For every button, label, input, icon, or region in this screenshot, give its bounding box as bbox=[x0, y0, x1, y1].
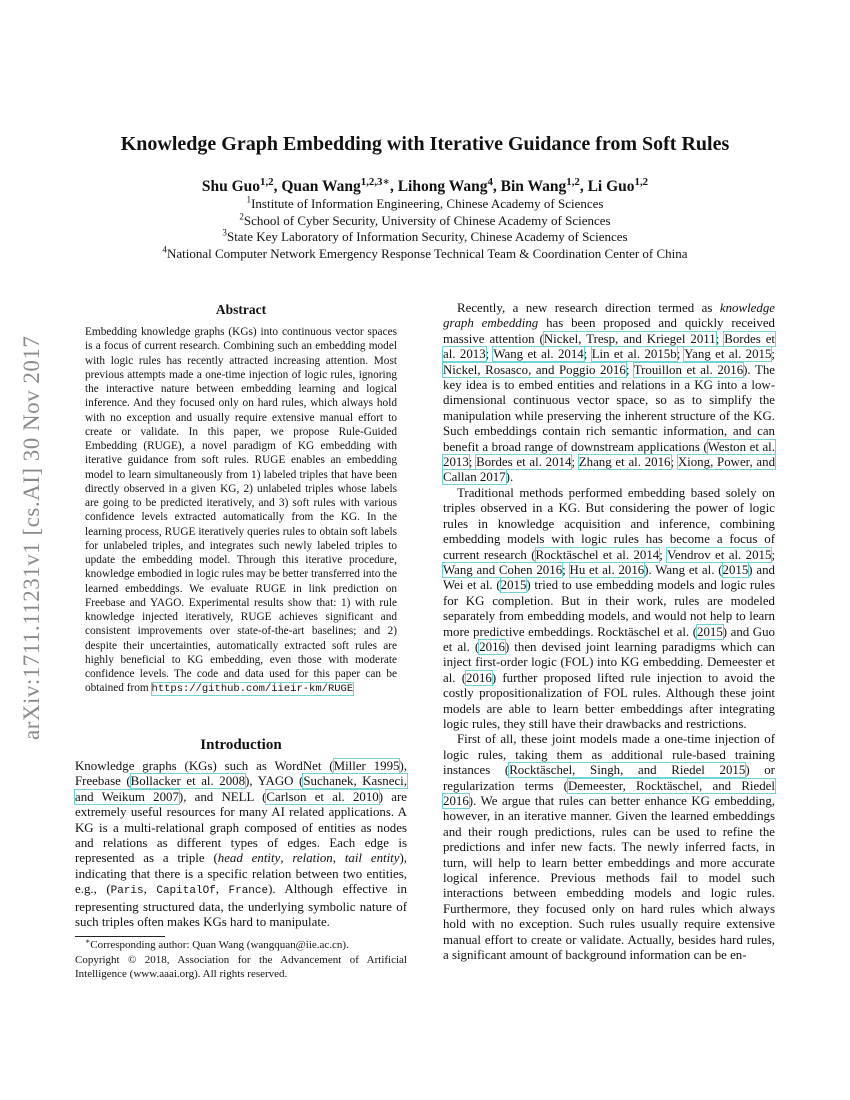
body-text: , bbox=[280, 851, 293, 866]
body-text: ; bbox=[625, 362, 634, 377]
author-affil-mark: 4 bbox=[487, 175, 493, 188]
body-text: ), and NELL ( bbox=[178, 789, 267, 804]
citation-link[interactable]: Wang and Cohen 2016 bbox=[443, 562, 563, 577]
body-text: ) are extremely useful resources for many AI related applications. A KG is a multi-relational graph composed of entities as nodes and relations as different types of edges. Each edge is represented as a triple ( bbox=[75, 789, 407, 866]
body-text: Traditional methods performed embedding based solely on triples observed in a KG. But considering the power of logic rules in knowledge acquisition and inference, combining embedding models with logic rules has become a focus of current research ( bbox=[443, 485, 775, 562]
affiliation-line bbox=[0, 229, 850, 246]
body-text: ) then devised joint learning paradigms which can inject first-order logic (FOL) into KG embedding. Demeester et al. ( bbox=[443, 639, 775, 685]
affiliation-mark: 4 bbox=[162, 244, 167, 255]
citation-link[interactable]: 2015 bbox=[697, 624, 723, 639]
emphasis-text: relation bbox=[292, 851, 333, 866]
body-text: ). Wang et al. ( bbox=[644, 562, 723, 577]
citation-link[interactable]: Lin et al. 2015b bbox=[591, 347, 677, 362]
citation-link[interactable]: Nickel, Rosasco, and Poggio 2016 bbox=[443, 362, 626, 377]
body-text: ). Although effective in representing structured data, the underlying symbolic nature of such triples often makes KGs hard to manipulate. bbox=[75, 882, 407, 930]
code-text: France bbox=[228, 885, 269, 898]
author-name: Li Guo bbox=[587, 178, 635, 195]
citation-link[interactable]: Carlson et al. 2010 bbox=[266, 789, 379, 804]
affiliation-mark: 3 bbox=[222, 227, 227, 238]
body-text: First of all, these joint models made a one-time injection of logic rules, taking them as additional rule-based training instances ( bbox=[443, 732, 775, 778]
body-text: ; bbox=[571, 455, 579, 470]
affiliation-mark: 1 bbox=[246, 194, 252, 205]
citation-link[interactable]: Demeester, Rocktäschel, and Riedel 2016 bbox=[443, 778, 775, 808]
author-affil-mark: 1,2,3∗ bbox=[360, 175, 390, 188]
affiliation-line bbox=[0, 246, 850, 263]
affiliation-text: State Key Laboratory of Information Security, Chinese Academy of Sciences bbox=[226, 229, 628, 244]
body-text: ; bbox=[771, 547, 776, 562]
body-text: ). We argue that rules can better enhance KG embedding, however, in an iterative manner. Given the learned embeddings and their rough predictions, rules can be used to refine the predictions and infer new facts. The newly inferred facts, in turn, will help to learn better embeddings and more accurate logical inference. Previous methods fail to model such interactions between embedding models and logic rules. Furthermore, they focused only on hard rules which always hold with no exception. Such rules usually require extensive manual effort to create or validate. Actually, besides hard rules, a significant amount of background information can be en- bbox=[443, 794, 775, 963]
body-text: ; bbox=[676, 347, 685, 362]
paragraph bbox=[443, 486, 775, 733]
citation-link[interactable]: Yang et al. 2015 bbox=[684, 347, 772, 362]
arxiv-stamp: arXiv:1711.11231v1 [cs.AI] 30 Nov 2017 bbox=[19, 335, 44, 740]
affiliation-line bbox=[0, 196, 850, 213]
code-text: CapitalOf bbox=[156, 885, 216, 898]
citation-link[interactable]: Zhang et al. 2016 bbox=[578, 455, 671, 470]
citation-link[interactable]: Weston et al. 2013 bbox=[443, 439, 775, 470]
citation-link[interactable]: Bollacker et al. 2008 bbox=[130, 774, 246, 789]
body-text: ) or regularization terms ( bbox=[443, 763, 775, 793]
body-text: ; bbox=[583, 347, 592, 362]
citation-link[interactable]: 2015 bbox=[722, 562, 749, 577]
abstract-heading: Abstract bbox=[215, 302, 267, 317]
body-text: , bbox=[143, 882, 157, 897]
citation-link[interactable]: Trouillon et al. 2016 bbox=[633, 362, 744, 377]
citation-link[interactable]: Hu et al. 2016 bbox=[569, 562, 645, 577]
citation-link[interactable]: Suchanek, Kasneci, and Weikum 2007 bbox=[75, 774, 407, 804]
body-text: ). bbox=[505, 470, 514, 485]
copyright-notice: Copyright © 2018, Association for the Advancement of Artificial Intelligence (www.aaai.org). All rights reserved. bbox=[75, 953, 407, 980]
code-text: Paris bbox=[110, 885, 144, 898]
paragraph bbox=[443, 301, 775, 486]
introduction-paragraph bbox=[75, 759, 407, 930]
body-text: , bbox=[332, 851, 345, 866]
body-text: ; bbox=[771, 347, 776, 362]
citation-link[interactable]: 2016 bbox=[466, 670, 492, 685]
introduction-text bbox=[75, 759, 407, 930]
citation-link[interactable]: Nickel, Tresp, and Kriegel 2011 bbox=[543, 331, 716, 346]
citation-link[interactable]: Rocktäschel, Singh, and Riedel 2015 bbox=[509, 763, 746, 778]
author-name: Lihong Wang bbox=[397, 178, 488, 195]
body-text: ) and Wei et al. ( bbox=[443, 562, 775, 593]
body-text: ) and Guo et al. ( bbox=[443, 624, 775, 654]
body-text: ; bbox=[562, 562, 570, 577]
body-text: , bbox=[215, 882, 229, 897]
body-text: Knowledge graphs (KGs) such as WordNet ( bbox=[75, 759, 334, 773]
paragraph bbox=[443, 732, 775, 963]
introduction-heading: Introduction bbox=[200, 737, 282, 753]
right-column-text bbox=[443, 301, 775, 963]
abstract-body: Embedding knowledge graphs (KGs) into continuous vector spaces is a focus of current research. Combining such an embedding model with logic rules has recently attracted increasing attention. Most previous attempts made a one-time injection of logic rules, ignoring the interactive nature between embedding learning and logical inference. And they focused only on hard rules, which always hold with no exception and usually require extensive manual effort to create or validate. In this paper, we propose Rule-Guided Embedding (RUGE), a novel paradigm of KG embedding with iterative guidance from soft rules. RUGE enables an embedding model to learn simultaneously from 1) labeled triples that have been directly observed in a given KG, 2) unlabeled triples whose labels are going to be predicted iteratively, and 3) soft rules with various confidence levels extracted automatically from the KG. In the learning process, RUGE iteratively queries rules to obtain soft labels for unlabeled triples, and integrates such newly labeled triples to update the embedding model. Through this iterative procedure, knowledge embodied in logic rules may be better transferred into the learned embeddings. We evaluate RUGE in link prediction on Freebase and YAGO. Experimental results show that: 1) with rule knowledge injected iteratively, RUGE achieves significant and consistent improvements over state-of-the-art baselines; and 2) despite their uncertainties, automatically extracted soft rules are highly beneficial to KG embedding, even those with moderate confidence levels. The code and data used for this paper can be obtained from bbox=[85, 326, 397, 695]
footnote-mark: ∗ bbox=[85, 936, 91, 946]
emphasis-text: head entity bbox=[217, 851, 281, 866]
affiliation-text: National Computer Network Emergency Response Technical Team & Coordination Center of China bbox=[166, 245, 688, 261]
code-url-link[interactable]: https://github.com/iieir-km/RUGE bbox=[151, 683, 354, 696]
affiliation-mark: 2 bbox=[239, 211, 244, 222]
body-text: ), YAGO ( bbox=[245, 774, 304, 789]
body-text: ; bbox=[659, 547, 667, 562]
affiliation-text: School of Cyber Security, University of Chinese Academy of Sciences bbox=[243, 212, 611, 228]
footnote-text: Corresponding author: Quan Wang (wangquan@iie.ac.cn). bbox=[90, 939, 349, 951]
author-affil-mark: 1,2 bbox=[634, 175, 649, 188]
author-name: Shu Guo bbox=[201, 178, 261, 195]
citation-link[interactable]: Wang et al. 2014 bbox=[493, 347, 584, 362]
body-text: ) tried to use embedding models and logic rules for KG completion. But in their work, rules are modeled separately from embedding models, and would not help to learn more predictive embeddings. Rocktäschel et al. ( bbox=[443, 578, 775, 639]
affiliation-list bbox=[0, 196, 850, 262]
body-text: ; bbox=[715, 331, 725, 346]
author-list: Shu Guo$^{1,2}$, Quan Wang$^{1,2,3∗}$, Lihong Wang$^4$, Bin Wang$^{1,2}$, Li Guo$^{1,2}$ bbox=[201, 175, 649, 195]
abstract-text bbox=[75, 325, 407, 697]
citation-link[interactable]: Xiong, Power, and Callan 2017 bbox=[443, 455, 776, 485]
citation-link[interactable]: Bordes et al. 2014 bbox=[476, 455, 572, 470]
author-name: Quan Wang bbox=[281, 178, 361, 195]
paper-title: Knowledge Graph Embedding with Iterative Guidance from Soft Rules bbox=[120, 133, 730, 155]
author-affil-mark: 1,2 bbox=[566, 175, 580, 188]
citation-link[interactable]: Rocktäschel et al. 2014 bbox=[535, 547, 660, 562]
body-text: Recently, a new research direction termed as bbox=[457, 301, 720, 315]
author-affil-mark: 1,2 bbox=[260, 175, 274, 188]
affiliation-text: Institute of Information Engineering, Chinese Academy of Sciences bbox=[251, 196, 604, 211]
citation-link[interactable]: Vendrov et al. 2015 bbox=[667, 547, 772, 562]
emphasis-text: tail entity bbox=[344, 851, 400, 866]
body-text: ). The key idea is to embed entities and relations in a KG into a low-dimensional continuous vector space, so as to simplify the manipulation while preserving the inherent structure of the KG. Such embeddings contain rich semantic information, and can benefit a broad range of downstream applications ( bbox=[443, 362, 775, 454]
body-text: ; bbox=[485, 347, 494, 362]
affiliation-line bbox=[0, 213, 850, 230]
citation-link[interactable]: 2015 bbox=[500, 578, 527, 593]
body-text: ), indicating that there is a specific relation between two entities, e.g., ( bbox=[75, 851, 407, 897]
body-text: ; bbox=[670, 455, 678, 470]
author-name: Bin Wang bbox=[500, 178, 567, 195]
body-text: ) further proposed lifted rule injection to avoid the costly propositionalization of FOL rules. Although these joint models are able to learn better embeddings after integrating logic rules, they still have their drawbacks and restrictions. bbox=[443, 670, 775, 731]
body-text: ; bbox=[468, 455, 477, 470]
footnote bbox=[75, 938, 407, 982]
citation-link[interactable]: Miller 1995 bbox=[333, 759, 400, 773]
citation-link[interactable]: 2016 bbox=[479, 639, 505, 654]
body-text: ), Freebase ( bbox=[75, 759, 407, 789]
citation-link[interactable]: Bordes et al. 2013 bbox=[443, 331, 776, 362]
emphasis-text: knowledge graph embedding bbox=[443, 301, 775, 331]
body-text: has been proposed and quickly received massive attention ( bbox=[443, 316, 775, 346]
